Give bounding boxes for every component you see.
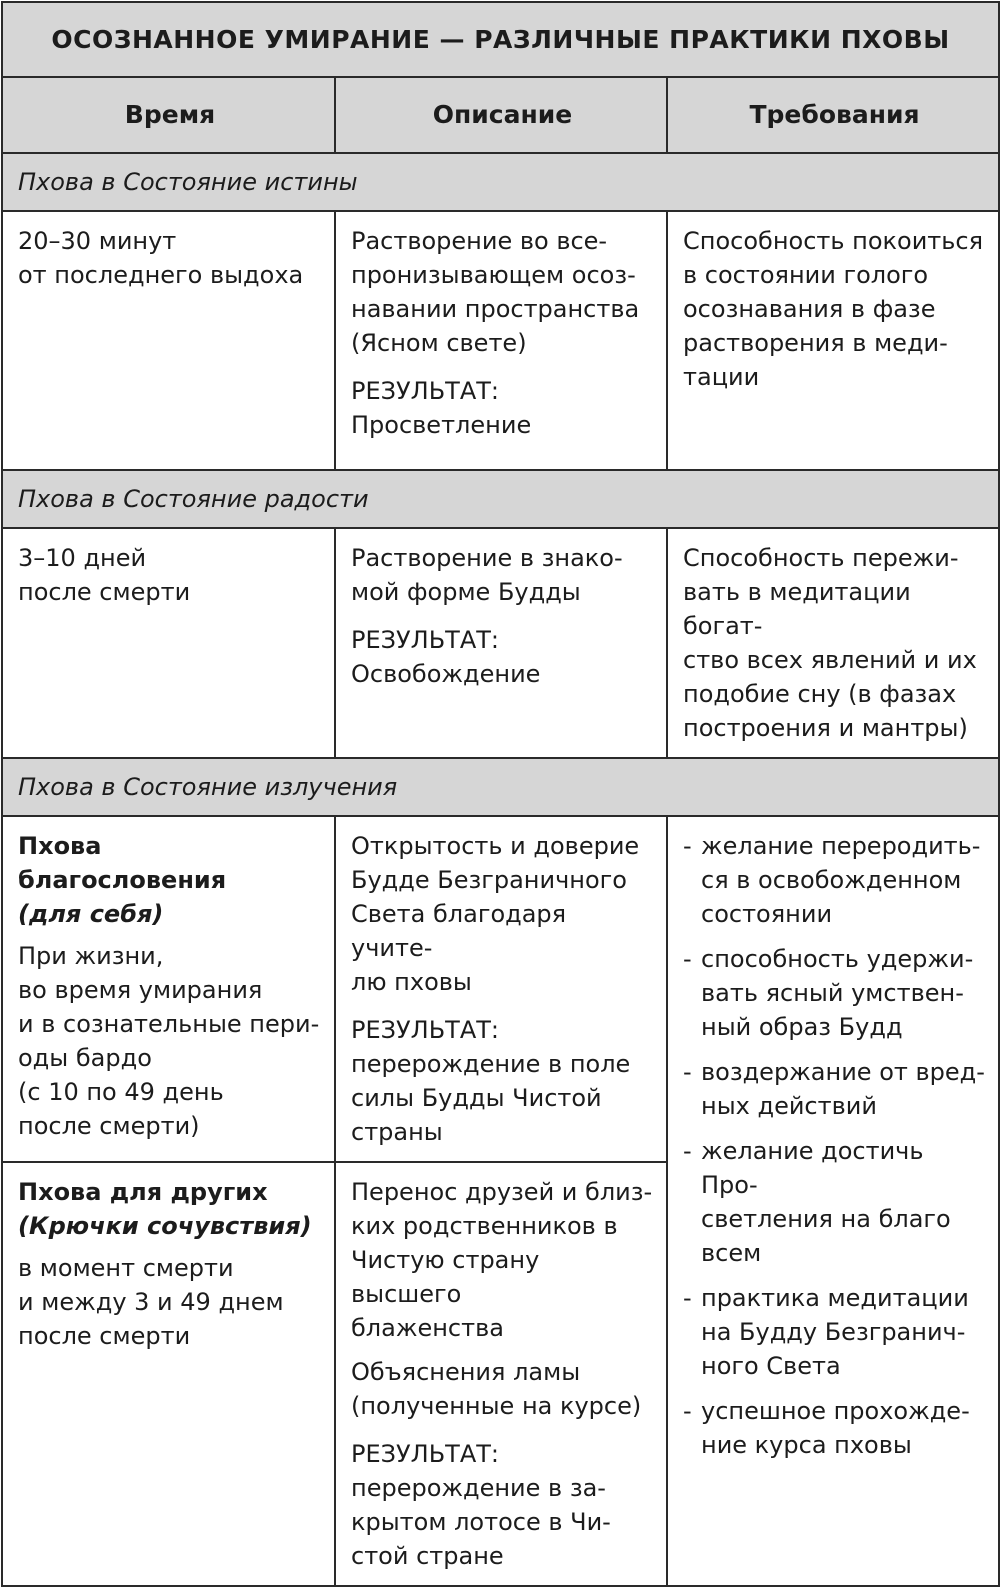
requirement-item: - желание переродить- ся в освобожденном состоянии: [683, 829, 986, 931]
time-cell: [2, 816, 335, 1162]
section-heading-truth: Пхова в Состояние истины: [2, 153, 999, 211]
description-text: Растворение в знако- мой форме Будды: [351, 544, 623, 606]
description-cell: [335, 1162, 667, 1586]
description-note: Объяснения ламы (полученные на курсе): [351, 1358, 642, 1420]
description-cell: [335, 528, 667, 758]
practice-name: Пхова для других: [18, 1178, 268, 1206]
time-text: 20–30 минут от последнего выдоха: [18, 227, 304, 289]
column-header-requirements: Требования: [667, 77, 999, 153]
table-title: ОСОЗНАННОЕ УМИРАНИЕ — РАЗЛИЧНЫЕ ПРАКТИКИ ПХОВЫ: [2, 2, 999, 77]
practices-table: [1, 1, 1000, 1587]
column-header-description: Описание: [335, 77, 667, 153]
practice-qualifier: (для себя): [18, 900, 164, 928]
requirements-cell: [667, 816, 999, 1586]
time-text: в момент смерти и между 3 и 49 днем после смерти: [18, 1254, 284, 1350]
description-text: Перенос друзей и близ- ких родственников в Чистую страну высшего блаженства: [351, 1178, 653, 1342]
time-cell: [2, 1162, 335, 1586]
description-text: Растворение во все- пронизывающем осоз- навании пространства (Ясном свете): [351, 227, 640, 357]
time-cell: [2, 528, 335, 758]
result-text: РЕЗУЛЬТАТ: перерождение в за- крытом лотосе в Чи- стой стране: [351, 1440, 611, 1570]
requirements-cell: [667, 211, 999, 470]
practice-qualifier: (Крючки сочувствия): [18, 1212, 312, 1240]
requirements-list: [683, 829, 986, 1462]
requirements-cell: [667, 528, 999, 758]
requirement-item: - практика медитации на Будду Безгранич- ного Света: [683, 1281, 986, 1383]
section-heading-radiance: Пхова в Состояние излучения: [2, 758, 999, 816]
result-text: РЕЗУЛЬТАТ: Освобождение: [351, 626, 541, 688]
time-text: 3–10 дней после смерти: [18, 544, 191, 606]
requirement-item: - воздержание от вред- ных действий: [683, 1055, 986, 1123]
practice-name: Пхова благословения: [18, 832, 227, 894]
description-cell: [335, 211, 667, 470]
time-cell: [2, 211, 335, 470]
section-heading-joy: Пхова в Состояние радости: [2, 470, 999, 528]
column-header-time: Время: [2, 77, 335, 153]
result-text: РЕЗУЛЬТАТ: Просветление: [351, 377, 532, 439]
requirements-text: Способность пережи- вать в медитации богат- ство всех явлений и их подобие сну (в фазах построения и мантры): [683, 544, 977, 742]
time-text: При жизни, во время умирания и в сознательные пери- оды бардо (с 10 по 49 день после смерти): [18, 942, 320, 1140]
requirement-item: - способность удержи- вать ясный умствен- ный образ Будд: [683, 942, 986, 1044]
description-text: Открытость и доверие Будде Безграничного Света благодаря учите- лю пховы: [351, 832, 640, 996]
result-text: РЕЗУЛЬТАТ: перерождение в поле силы Будды Чистой страны: [351, 1016, 631, 1146]
requirement-item: - желание достичь Про- светления на благо всем: [683, 1134, 986, 1270]
requirements-text: Способность покоиться в состоянии голого осознавания в фазе растворения в меди- тации: [683, 227, 984, 391]
requirement-item: - успешное прохожде- ние курса пховы: [683, 1394, 986, 1462]
description-cell: [335, 816, 667, 1162]
